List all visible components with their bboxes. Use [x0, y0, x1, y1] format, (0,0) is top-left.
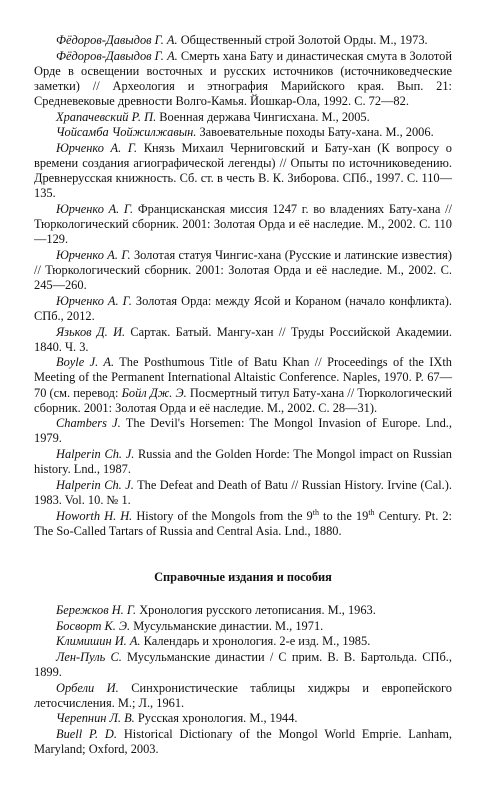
bibliography-entry [34, 355, 452, 415]
entry-text-pre: The Posthumous Title of Batu Khan // Proceedings of the IXth Meeting of the Permanent International Altaistic Conference. Naples, 1970. P. 67—70 (см. перевод: [34, 355, 452, 400]
entry-text-post: Посмертный титул Бату-хана // Тюркологический сборник. 2001: Золотая Орда и её наследие. М., 2002. С. 28—31). [34, 385, 453, 415]
entry-author: Климишин И. А. [56, 634, 141, 649]
entry-author: Фёдоров-Давыдов Г. А. [56, 33, 178, 47]
entry-author: Чойсамба Чойжилжавын. [56, 125, 197, 140]
bibliography-entry [34, 294, 452, 324]
bibliography-entry [34, 125, 452, 140]
entry-text: Мусульманские династии / С прим. В. В. Бартольда. СПб., 1899. [34, 649, 452, 679]
entry-text: Сартак. Батый. Мангу-хан // Труды Российской Академии. 1840. Ч. 3. [34, 324, 452, 354]
superscript-th: th [312, 507, 319, 517]
entry-author: Лен-Пуль С. [56, 649, 122, 664]
entry-text: The Devil's Horsemen: The Mongol Invasion of Europe. Lnd., 1979. [34, 416, 453, 446]
entry-author: Язьков Д. И. [56, 324, 126, 339]
entry-author: Бережков Н. Г. [56, 602, 137, 617]
entry-text: Historical Dictionary of the Mongol World Emprie. Lanham, Maryland; Oxford, 2003. [34, 727, 452, 757]
entry-text: Военная держава Чингисхана. М., 2005. [159, 109, 370, 124]
bibliography-entry [34, 248, 452, 293]
entry-author: Howorth H. H. [56, 508, 133, 523]
reference-entry [34, 603, 452, 618]
bibliography-entry [34, 416, 452, 446]
entry-text: Хронология русского летописания. М., 1963. [139, 602, 376, 617]
entry-translation-author: Бойл Дж. Э. [121, 385, 187, 400]
entry-author: Chambers J. [56, 416, 121, 431]
entry-author: Boyle J. A. [56, 355, 115, 370]
reference-entry [34, 634, 452, 649]
entry-author: Halperin Ch. J. [56, 477, 134, 492]
entry-author: Юрченко А. Г. [56, 202, 134, 216]
entry-author: Босворт К. Э. [56, 618, 131, 633]
entry-text: Russia and the Golden Horde: The Mongol impact on Russian history. Lnd., 1987. [34, 447, 452, 477]
entry-author: Halperin Ch. J. [56, 447, 135, 462]
bibliography-entry [34, 110, 452, 125]
entry-text: The Defeat and Death of Batu // Russian History. Irvine (Cal.). 1983. Vol. 10. № 1. [34, 477, 453, 507]
section-heading: Справочные издания и пособия [154, 569, 332, 584]
entry-text: Синхронистические таблицы хиджры и европейского летосчисления. М.; Л., 1961. [34, 680, 452, 710]
entry-text: Смерть хана Бату и династическая смута в Золотой Орде в освещении восточных и русских источников (источниковедческие заметки) // Археология и этнография Марийского края. Вып. 21: Средневековые древности Волго-Камья. Йошкар-Ола, 1992. С. 72—82. [34, 48, 452, 108]
entry-text-mid: to the 19 [319, 508, 369, 523]
entry-text: Календарь и хронология. 2-е изд. М., 1985. [143, 634, 371, 649]
reference-entry [34, 711, 452, 726]
entry-text: Золотая Орда: между Ясой и Кораном (начало конфликта). СПб., 2012. [34, 293, 452, 323]
entry-author: Buell P. D. [56, 727, 117, 742]
entry-author: Черепнин Л. В. [56, 711, 135, 726]
entry-text-pre: History of the Mongols from the 9 [136, 508, 313, 523]
entry-text: Золотая статуя Чингис-хана (Русские и латинские известия) // Тюркологический сборник. 2001: Золотая Орда и её наследие. М., 2002. С. 245—260. [34, 247, 452, 293]
reference-entry [34, 681, 452, 711]
bibliography-entry [34, 447, 452, 477]
entry-text: Общественный строй Золотой Орды. М., 1973. [180, 33, 428, 47]
reference-entry [34, 619, 452, 634]
entry-text: Князь Михаил Черниговский и Бату-хан (К вопросу о времени создания агиографической легенды) // Опыты по источниковедению. Древнерусская книжность. Сб. ст. в честь В. К. Зиборова. СПб., 1997. С. 110—135. [34, 141, 452, 201]
superscript-th: th [368, 507, 375, 517]
entry-author: Фёдоров-Давыдов Г. А. [56, 48, 178, 63]
bibliography-entry [34, 141, 452, 201]
entry-author: Храпачевский Р. П. [56, 109, 157, 124]
bibliography-entry [34, 478, 452, 508]
bibliography-entry [34, 49, 452, 109]
bibliography-entry [34, 325, 452, 355]
entry-text: Францисканская миссия 1247 г. во владениях Бату-хана // Тюркологический сборник. 2001: Золотая Орда и её наследие. М., 2002. С. 110—129. [34, 202, 452, 247]
bibliography-entry [34, 33, 452, 48]
entry-text: Завоевательные походы Бату-хана. М., 2006. [199, 125, 434, 140]
entry-text: Мусульманские династии. М., 1971. [133, 618, 324, 633]
bibliography-entry [34, 202, 452, 247]
page-body [34, 33, 452, 757]
entry-text: Русская хронология. М., 1944. [137, 711, 298, 726]
reference-entry [34, 650, 452, 680]
entry-author: Юрченко А. Г. [56, 293, 132, 308]
reference-entry [34, 727, 452, 757]
entry-text-post: Century. Pt. 2: The So-Called Tartars of Russia and Central Asia. Lnd., 1880. [34, 508, 452, 538]
entry-author: Орбели И. [56, 680, 119, 695]
entry-author: Юрченко А. Г. [56, 141, 138, 156]
entry-author: Юрченко А. Г. [56, 247, 131, 262]
bibliography-entry [34, 509, 452, 539]
